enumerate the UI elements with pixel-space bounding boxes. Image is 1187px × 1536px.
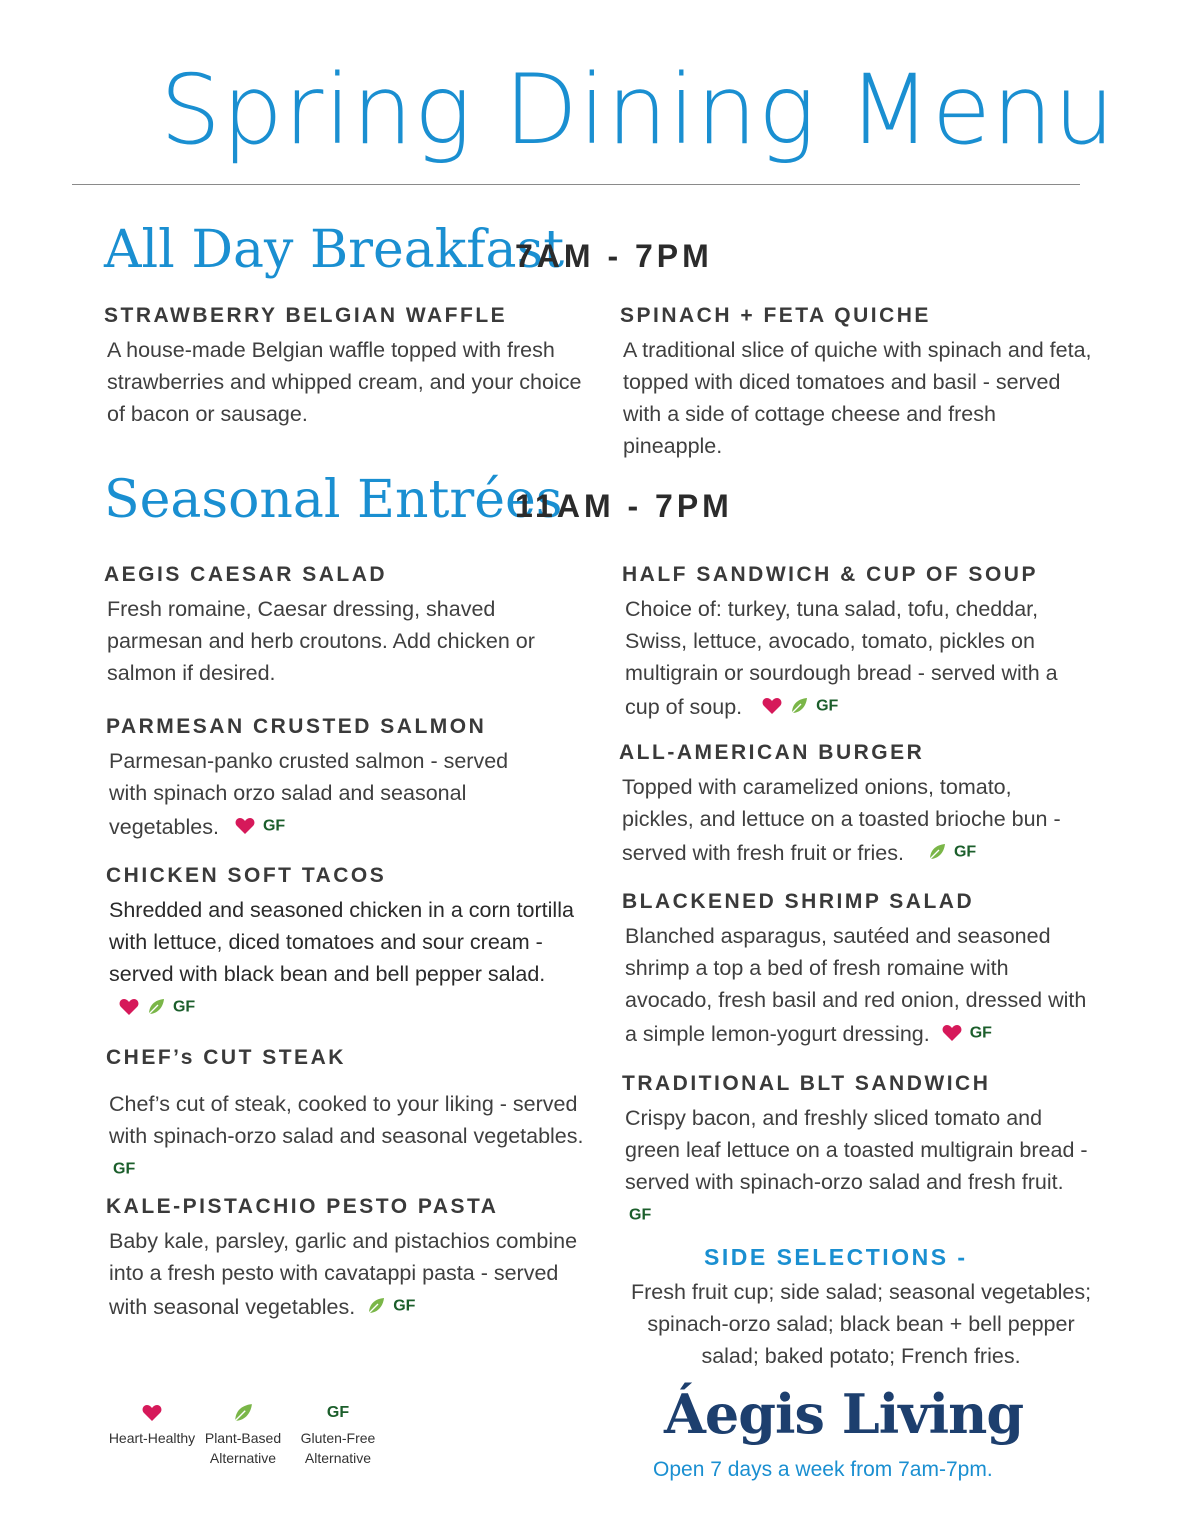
leaf-icon [147, 998, 165, 1016]
gluten-free-badge: GF [816, 697, 839, 715]
heart-icon [235, 817, 255, 835]
item-name: ALL-AMERICAN BURGER [619, 741, 925, 764]
gluten-free-badge: GF [953, 843, 977, 861]
item-name: STRAWBERRY BELGIAN WAFFLE [104, 304, 508, 327]
gluten-free-badge: GF [393, 1297, 416, 1315]
menu-item [620, 304, 1100, 462]
entrees-heading: Seasonal Entrées [104, 470, 563, 530]
gluten-free-badge: GF [326, 1404, 350, 1421]
legend-label: Gluten-Free [300, 1430, 376, 1446]
dietary-badges [119, 990, 195, 1023]
legend-icon-wrap [294, 1398, 382, 1428]
legend-plant [200, 1398, 286, 1468]
item-desc: Parmesan-panko crusted salmon - served with spinach orzo salad and seasonal vegetables. [109, 749, 509, 839]
item-name: CHEF’s CUT STEAK [106, 1046, 346, 1069]
item-desc: Choice of: turkey, tuna salad, tofu, cheddar, Swiss, lettuce, avocado, tomato, pickles on multigrain or sourdough bread - served with a cup of soup. [625, 597, 1058, 719]
menu-item [622, 563, 1102, 723]
heart-icon [142, 1404, 162, 1422]
sides-heading: SIDE SELECTIONS - [704, 1244, 968, 1270]
item-name: AEGIS CAESAR SALAD [104, 563, 388, 586]
item-desc: Blanched asparagus, sautéed and seasoned shrimp a top a bed of fresh romaine with avocado, fresh basil and red onion, dressed with a simple lemon-yogurt dressing. [625, 924, 1087, 1046]
item-name: SPINACH + FETA QUICHE [620, 304, 931, 327]
item-desc-wrap [622, 1102, 1090, 1232]
item-name: TRADITIONAL BLT SANDWICH [622, 1072, 991, 1095]
title-divider [72, 184, 1080, 185]
breakfast-time: 7AM - 7PM [515, 238, 713, 274]
gluten-free-badge: GF [262, 817, 286, 835]
item-desc-wrap [106, 894, 586, 1024]
leaf-icon [928, 843, 946, 861]
item-desc: Shredded and seasoned chicken in a corn tortilla with lettuce, diced tomatoes and sour cream - served with black bean and bell pepper salad. [109, 898, 574, 986]
item-desc-wrap [619, 771, 1072, 869]
aegis-living-logo: Áegis Living [664, 1382, 1024, 1446]
item-desc: Baby kale, parsley, garlic and pistachios combine into a fresh pesto with cavatappi pasta - served with seasonal vegetables. [109, 1229, 578, 1319]
gluten-free-badge: GF [969, 1024, 992, 1042]
menu-item [619, 741, 1099, 869]
item-desc-wrap [106, 1225, 586, 1323]
menu-item [106, 1195, 586, 1323]
heart-icon [762, 697, 782, 715]
legend-label: Alternative [209, 1450, 277, 1466]
leaf-icon [790, 697, 808, 715]
item-desc-wrap [622, 593, 1075, 723]
menu-item [104, 563, 584, 689]
item-name: KALE-PISTACHIO PESTO PASTA [106, 1195, 499, 1218]
item-name: HALF SANDWICH & CUP OF SOUP [622, 563, 1038, 586]
item-name: CHICKEN SOFT TACOS [106, 864, 387, 887]
item-name: BLACKENED SHRIMP SALAD [622, 890, 975, 913]
dietary-badges [235, 809, 285, 842]
menu-item [622, 890, 1102, 1050]
item-desc: Chef’s cut of steak, cooked to your liking - served with spinach-orzo salad and seasonal vegetables. [109, 1092, 584, 1148]
leaf-icon [367, 1297, 385, 1315]
legend-heart [104, 1398, 200, 1448]
dietary-badges [629, 1198, 651, 1231]
item-desc: A house-made Belgian waffle topped with fresh strawberries and whipped cream, and your choice of bacon or sausage. [107, 338, 582, 426]
legend-gf [294, 1398, 382, 1468]
gluten-free-badge: GF [172, 998, 196, 1016]
item-desc: A traditional slice of quiche with spinach and feta, topped with diced tomatoes and basil - served with a side of cottage cheese and fresh pineapple. [623, 338, 1092, 458]
item-desc: Fresh romaine, Caesar dressing, shaved parmesan and herb croutons. Add chicken or salmon if desired. [107, 597, 535, 685]
legend-icon-wrap [200, 1398, 286, 1428]
item-desc: Topped with caramelized onions, tomato, pickles, and lettuce on a toasted brioche bun - served with fresh fruit or fries. [622, 775, 1061, 865]
menu-item [106, 1046, 586, 1186]
leaf-icon [233, 1403, 253, 1423]
sides-text: Fresh fruit cup; side salad; seasonal vegetables; spinach-orzo salad; black bean + bell pepper salad; baked potato; French fries. [630, 1280, 1092, 1368]
dietary-badges [928, 835, 976, 868]
menu-item [104, 304, 584, 430]
item-desc-wrap [106, 1088, 586, 1186]
legend-label: Heart-Healthy [108, 1430, 196, 1446]
gluten-free-badge: GF [629, 1206, 652, 1224]
item-name: PARMESAN CRUSTED SALMON [106, 715, 487, 738]
legend-label: Plant-Based [204, 1430, 282, 1446]
item-desc-wrap [106, 745, 539, 843]
menu-item [622, 1072, 1102, 1232]
entrees-time: 11AM - 7PM [515, 488, 733, 524]
legend-icon-wrap [104, 1398, 200, 1428]
dietary-badges [367, 1289, 415, 1322]
heart-icon [942, 1024, 962, 1042]
legend-label: Alternative [304, 1450, 372, 1466]
tagline: Open 7 days a week from 7am-7pm. [653, 1458, 993, 1481]
heart-icon [119, 998, 139, 1016]
menu-item [106, 864, 586, 1024]
dietary-badges [762, 689, 838, 722]
page-title: Spring Dining Menu [160, 54, 1116, 166]
menu-item [106, 715, 586, 843]
item-desc: Crispy bacon, and freshly sliced tomato and green leaf lettuce on a toasted multigrain bread - served with spinach-orzo salad and fresh fruit. [625, 1106, 1088, 1194]
dietary-badges [942, 1016, 992, 1049]
item-desc-wrap [622, 920, 1095, 1050]
dietary-badges [113, 1152, 135, 1185]
gluten-free-badge: GF [113, 1160, 136, 1178]
breakfast-heading: All Day Breakfast [104, 220, 565, 280]
